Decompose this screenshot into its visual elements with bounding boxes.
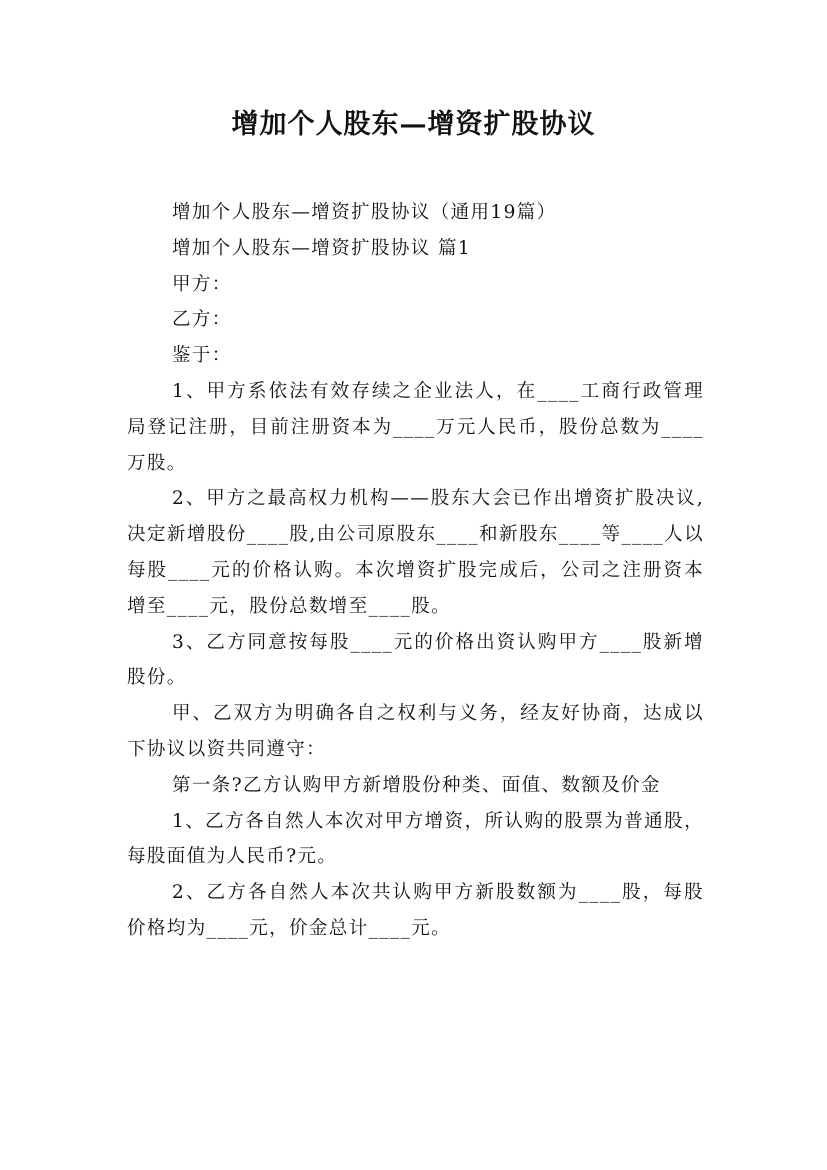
paragraph-recital-3: 3、乙方同意按每股____元的价格出资认购甲方____股新增股份。 (127, 631, 704, 689)
paragraph-party-a: 甲方： (172, 273, 232, 295)
paragraph-recital-2: 2、甲方之最高权力机构——股东大会已作出增资扩股决议,决定新增股份____股,由公司原股东____和新股东____等____人以每股____元的价格认购。本次增资扩股完成后，公司之注册资本增至____元，股份总数增至____股。 (127, 488, 704, 617)
paragraph-recital-1: 1、甲方系依法有效存续之企业法人，在____工商行政管理局登记注册，目前注册资本为____万元人民币，股份总数为____万股。 (127, 380, 704, 474)
paragraph-article-1-item-2: 2、乙方各自然人本次共认购甲方新股数额为____股，每股价格均为____元，价金总计____元。 (127, 882, 704, 939)
document-title: 增加个人股东—增资扩股协议 (231, 109, 596, 140)
paragraph-article-1-item-1: 1、乙方各自然人本次对甲方增资，所认购的股票为普通股，每股面值为人民币?元。 (127, 810, 704, 868)
paragraph-part-heading: 增加个人股东—增资扩股协议 篇1 (172, 237, 472, 259)
paragraph-agreement-intro: 甲、乙双方为明确各自之权利与义务，经友好协商，达成以下协议以资共同遵守： (127, 703, 704, 760)
paragraph-whereas: 鉴于： (172, 345, 232, 367)
paragraph-party-b: 乙方： (172, 309, 232, 331)
document-body (127, 195, 704, 947)
paragraph-article-1-heading: 第一条?乙方认购甲方新增股份种类、面值、数额及价金 (172, 774, 661, 796)
paragraph-collection-title: 增加个人股东—增资扩股协议（通用19篇） (172, 202, 557, 223)
